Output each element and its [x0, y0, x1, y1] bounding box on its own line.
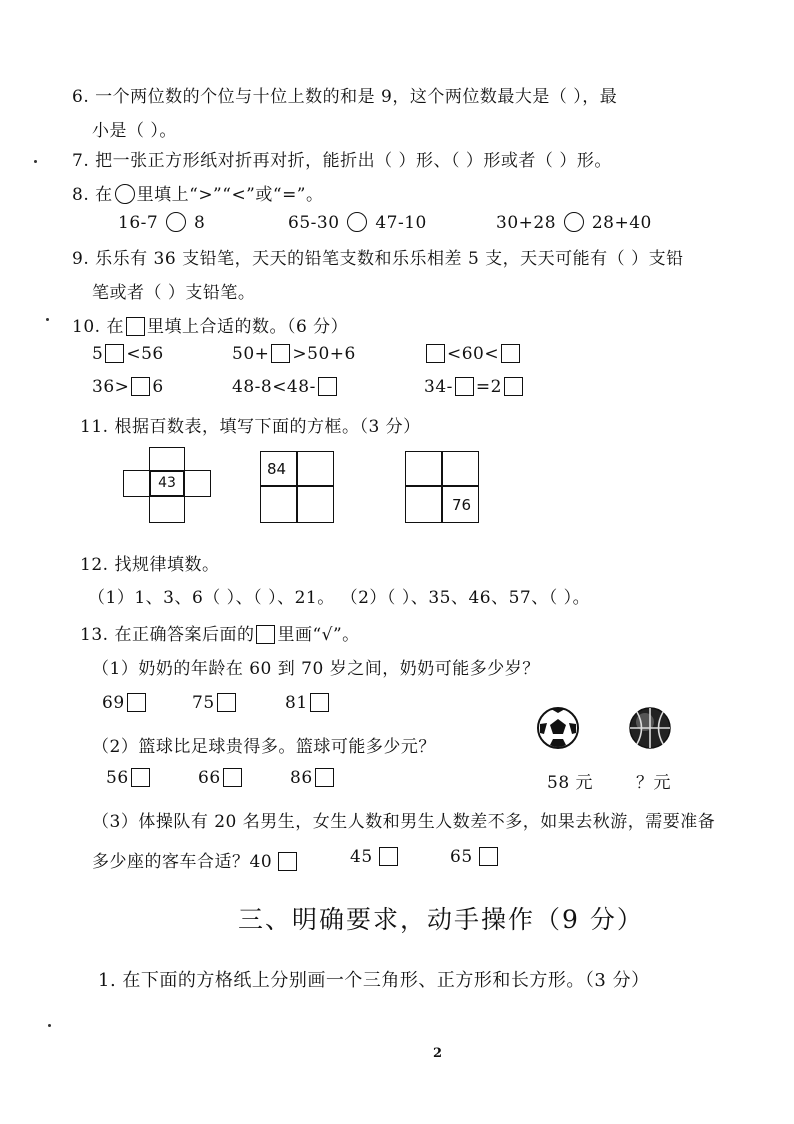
- q10-r2-c2: [232, 377, 339, 397]
- q13-p1-opt-3: [285, 693, 331, 713]
- q13-p1-opt-1: [102, 693, 148, 713]
- q10-r1-c2: [232, 344, 356, 364]
- q13-p2: （2）篮球比足球贵得多。篮球可能多少元？: [92, 737, 436, 757]
- basketball-price: ？元: [636, 773, 671, 793]
- scan-speck: [34, 160, 37, 163]
- q10-r2-c3-a: 34-: [424, 377, 453, 397]
- section-3-q1: 1. 在下面的方格纸上分别画一个三角形、正方形和长方形。（3 分）: [98, 970, 650, 991]
- q13-p3-line2-text: 多少座的客车合适？: [92, 852, 250, 872]
- q10-r2-c1: [92, 377, 164, 397]
- option-label: 69: [102, 693, 125, 713]
- q7-text: 7. 把一张正方形纸对折再对折，能折出（ ）形、（ ）形或者（ ）形。: [72, 151, 612, 171]
- q13-p2-opt-1: [106, 768, 152, 788]
- q13-p3-line1: （3）体操队有 20 名男生，女生人数和男生人数差不多，如果去秋游，需要准备: [92, 812, 716, 832]
- q8-title-b: 里填上“>”“<”或“=”。: [136, 185, 324, 205]
- q10-r1-c3: [424, 344, 522, 364]
- answer-box[interactable]: [271, 344, 290, 363]
- grid-cell[interactable]: [123, 470, 151, 497]
- grid-cell[interactable]: [260, 485, 298, 523]
- check-box[interactable]: [131, 768, 150, 787]
- q13-p1-opt-2: [192, 693, 238, 713]
- compare-circle-3[interactable]: [564, 212, 584, 232]
- grid-cell[interactable]: [405, 485, 443, 523]
- q10-title: [72, 312, 348, 337]
- q13-p3-line2: [92, 847, 299, 872]
- q10-r2-c2-a: 48-8<48-: [232, 377, 316, 397]
- option-label: 65: [450, 847, 473, 867]
- page-number: 2: [433, 1046, 443, 1061]
- q10-r1-c1-b: <56: [126, 344, 164, 364]
- answer-box[interactable]: [105, 344, 124, 363]
- check-box[interactable]: [127, 693, 146, 712]
- option-label: 75: [192, 693, 215, 713]
- q8-item-1: [118, 212, 205, 233]
- check-box[interactable]: [223, 768, 242, 787]
- answer-box[interactable]: [318, 377, 337, 396]
- q10-r1-c1-a: 5: [92, 344, 104, 364]
- q12-title: 12. 找规律填数。: [80, 555, 220, 575]
- scan-speck: [46, 318, 49, 321]
- option-label: 86: [290, 768, 313, 788]
- check-box[interactable]: [310, 693, 329, 712]
- q10-r1-c3-b: <60<: [447, 344, 500, 364]
- check-box[interactable]: [315, 768, 334, 787]
- q8-item-3-right: 28+40: [591, 213, 652, 233]
- q8-item-2: [288, 212, 427, 233]
- answer-box[interactable]: [455, 377, 474, 396]
- grid-cell-given: 43: [149, 470, 185, 497]
- grid-cell[interactable]: [149, 495, 185, 523]
- compare-circle-1[interactable]: [166, 212, 186, 232]
- soccer-ball-icon: [536, 706, 580, 750]
- q10-r2-c3: [424, 377, 525, 397]
- grid-cell[interactable]: [405, 451, 443, 487]
- option-label: 66: [198, 768, 221, 788]
- q13-title-b: 里画“√”。: [277, 625, 360, 645]
- option-label: 56: [106, 768, 129, 788]
- compare-circle-2[interactable]: [347, 212, 367, 232]
- q8-item-3-left: 30+28: [496, 213, 557, 233]
- q10-title-b: 里填上合适的数。（6 分）: [146, 317, 349, 337]
- q10-r1-c1: [92, 344, 164, 364]
- q8-title-a: 8. 在: [72, 185, 113, 205]
- check-box[interactable]: [278, 852, 297, 871]
- q6-line2: 小是（ ）。: [92, 121, 177, 141]
- grid-cell[interactable]: [296, 451, 334, 487]
- grid-cell[interactable]: [441, 451, 479, 487]
- section-3-title: 三、明确要求，动手操作（9 分）: [238, 905, 644, 934]
- grid-cell[interactable]: [149, 447, 185, 472]
- grid-cell-given: 76: [441, 485, 479, 523]
- answer-box[interactable]: [504, 377, 523, 396]
- grid-cell[interactable]: [183, 470, 211, 497]
- q9-line2: 笔或者（ ）支铅笔。: [92, 283, 256, 303]
- q12-line: （1）1、3、6（ ）、（ ）、21。 （2）（ ）、35、46、57、（ ）。: [88, 588, 591, 608]
- option-label: 40: [249, 852, 273, 872]
- q8-item-1-left: 16-7: [118, 213, 159, 233]
- circle-blank-icon: [115, 184, 135, 204]
- q10-r2-c1-b: 6: [152, 377, 164, 397]
- soccer-price: 58 元: [547, 773, 594, 793]
- grid-cell[interactable]: [296, 485, 334, 523]
- q11-title: 11. 根据百数表，填写下面的方框。（3 分）: [80, 417, 421, 437]
- q13-p2-opt-3: [290, 768, 336, 788]
- answer-box[interactable]: [501, 344, 520, 363]
- q13-p3-opt-2: [350, 847, 400, 867]
- option-label: 45: [350, 847, 373, 867]
- q10-title-a: 10. 在: [72, 317, 124, 337]
- q6-line1: 6. 一个两位数的个位与十位上数的和是 9，这个两位数最大是（ ），最: [72, 87, 618, 107]
- square-blank-icon: [126, 317, 145, 336]
- q10-r2-c3-b: =2: [475, 377, 502, 397]
- grid-cell-given: 84: [260, 451, 298, 487]
- q13-title: [80, 620, 360, 645]
- q13-p1: （1）奶奶的年龄在 60 到 70 岁之间，奶奶可能多少岁？: [92, 659, 540, 679]
- q10-r1-c2-b: >50+6: [292, 344, 356, 364]
- check-box[interactable]: [379, 847, 398, 866]
- q8-item-2-right: 47-10: [375, 213, 427, 233]
- option-label: 81: [285, 693, 308, 713]
- q10-r1-c2-a: 50+: [232, 344, 270, 364]
- q13-title-a: 13. 在正确答案后面的: [80, 625, 255, 645]
- q8-item-2-left: 65-30: [288, 213, 340, 233]
- scan-speck: [48, 1024, 51, 1027]
- square-blank-icon: [256, 625, 275, 644]
- answer-box[interactable]: [426, 344, 445, 363]
- q8-title: [72, 180, 324, 205]
- answer-box[interactable]: [131, 377, 150, 396]
- q8-item-3: [496, 212, 652, 233]
- q9-line1: 9. 乐乐有 36 支铅笔，天天的铅笔支数和乐乐相差 5 支，天天可能有（ ）支铅: [72, 249, 684, 269]
- check-box[interactable]: [217, 693, 236, 712]
- basketball-icon: [628, 706, 672, 750]
- q8-item-1-right: 8: [194, 213, 206, 233]
- check-box[interactable]: [479, 847, 498, 866]
- q13-p2-opt-2: [198, 768, 244, 788]
- q13-p3-opt-3: [450, 847, 500, 867]
- q10-r2-c1-a: 36>: [92, 377, 130, 397]
